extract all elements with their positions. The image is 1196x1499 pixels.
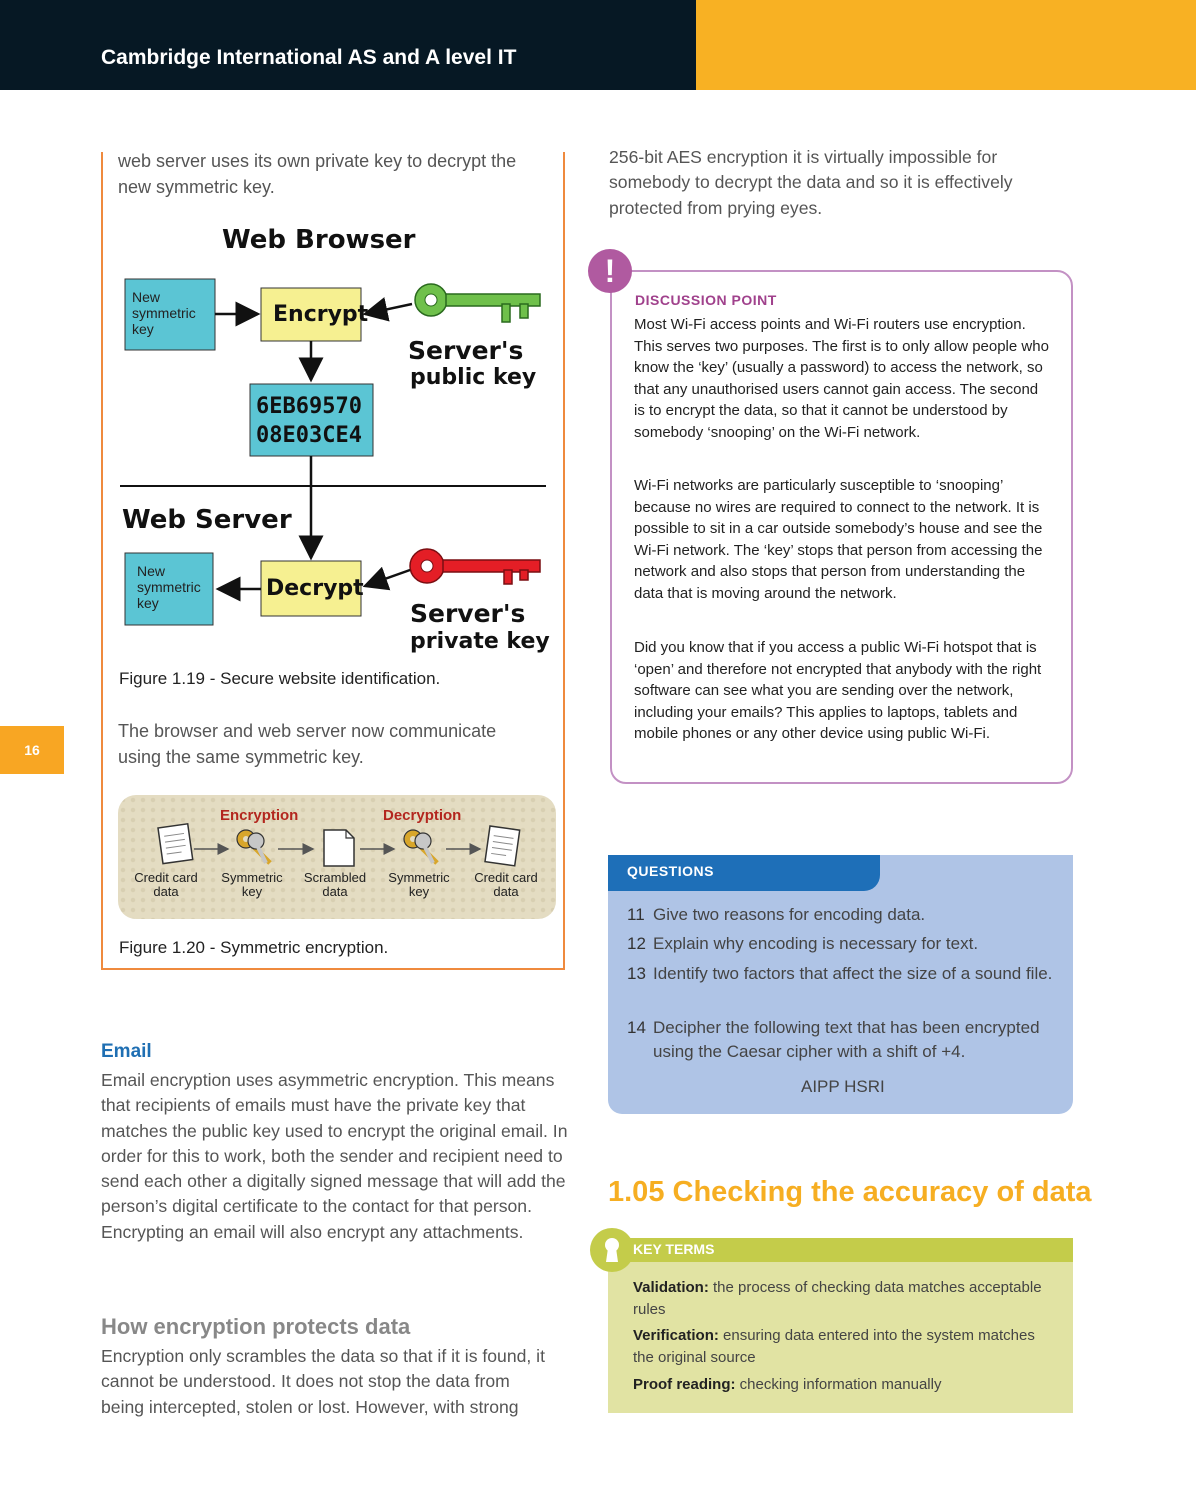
key-icon [404, 830, 437, 863]
question-text: Explain why encoding is necessary for text. [653, 934, 979, 953]
flow-label-scrambled: Scrambled data [303, 870, 367, 899]
key-term-definition: the process of checking data matches acceptable rules [633, 1279, 1042, 1318]
encryption-flow-icons [118, 795, 556, 919]
keyhole-icon [590, 1228, 634, 1272]
question-item [627, 932, 1057, 956]
discussion-paragraph-1: Most Wi-Fi access points and Wi-Fi routers use encryption. This serves two purposes. The first is to only allow people who know the ‘key’ (usually a password) to access the network, so that any unauthorised users cannot gain access. The second is to encrypt the data, so that it cannot be understood by somebody ‘snooping’ on the Wi-Fi network. [634, 316, 1049, 441]
key-term-item [633, 1374, 1058, 1396]
flow-label-credit-card: Credit card data [134, 870, 198, 899]
document-icon [158, 824, 193, 864]
public-key-label-1: Server's [408, 336, 524, 365]
question-text: Decipher the following text that has been encrypted using the Caesar cipher with a shift of +4. [653, 1018, 1040, 1061]
key-term-word: Proof reading: [633, 1376, 736, 1393]
scrambled-document-icon [324, 830, 354, 866]
cipher-text: AIPP HSRI [801, 1077, 885, 1096]
question-number: 13 [627, 964, 646, 983]
question-number: 14 [627, 1018, 646, 1037]
question-item [627, 1016, 1057, 1064]
private-key-icon [410, 549, 540, 584]
svg-text:Newsymmetrickey: New symmetric key [137, 563, 201, 611]
key-term-word: Validation: [633, 1279, 709, 1296]
key-term-word: Verification: [633, 1327, 719, 1344]
figure-119-caption: Figure 1.19 - Secure website identification. [119, 669, 441, 688]
questions-title: QUESTIONS [627, 863, 714, 879]
right-intro-text: 256-bit AES encryption it is virtually impossible for somebody to decrypt the data and so it is effectively protected from prying eyes. [609, 147, 1013, 218]
private-key-label-2: private key [410, 629, 550, 654]
document-icon [485, 826, 520, 866]
decryption-heading: Decryption [383, 807, 462, 824]
key-term-item [633, 1325, 1058, 1368]
decrypt-label: Decrypt [266, 576, 364, 601]
question-number: 11 [627, 905, 645, 924]
header-bar [0, 0, 696, 90]
key-term-definition: ensuring data entered into the system matches the original source [633, 1327, 1035, 1366]
header-accent [696, 0, 1196, 90]
page-number: 16 [0, 726, 64, 774]
public-key-label-2: public key [410, 365, 537, 390]
book-title: Cambridge International AS and A level IT [101, 46, 517, 69]
question-item [627, 962, 1057, 986]
key-term-item [633, 1277, 1058, 1320]
cipher-line-2: 08E03CE4 [256, 423, 362, 448]
key-term-definition: checking information manually [735, 1376, 942, 1393]
encrypt-label: Encrypt [273, 302, 369, 327]
encryption-heading: Encryption [220, 807, 299, 824]
key-icon [237, 830, 270, 863]
secure-website-diagram [118, 218, 558, 658]
flow-label-credit-card: Credit card data [474, 870, 538, 899]
flow-label-symmetric-key: Symmetric key [388, 870, 450, 899]
web-server-title: Web Server [122, 505, 292, 535]
private-key-label-1: Server's [410, 599, 526, 628]
email-paragraph: Email encryption uses asymmetric encryption. This means that recipients of emails must have the private key that matches the public key used to encrypt the original email. In order for this to work, both the sender and recipient need to send each other a digitally signed message that will add the person’s digital certificate to the contact for that person. Encrypting an email will also encrypt any attachments. [101, 1070, 568, 1242]
svg-text:Newsymmetrickey: New symmetric key [132, 289, 196, 337]
discussion-paragraph-2: Wi-Fi networks are particularly susceptible to ‘snooping’ because no wires are required to connect to the network. It is possible to sit in a car outside somebody’s house and see the Wi-Fi network. The ‘key’ stops that person from accessing the network and also stops that person from understanding the data that is moving around the network. [634, 477, 1043, 602]
exclamation-icon: ! [588, 249, 632, 293]
flow-label-symmetric-key: Symmetric key [221, 870, 283, 899]
figure-120-caption: Figure 1.20 - Symmetric encryption. [119, 938, 389, 957]
question-text: Give two reasons for encoding data. [653, 905, 926, 924]
after-figure-text: The browser and web server now communicate using the same symmetric key. [118, 721, 497, 767]
how-encryption-paragraph: Encryption only scrambles the data so that if it is found, it cannot be understood. It does not stop the data from being intercepted, stolen or lost. However, with strong [101, 1346, 545, 1417]
discussion-title: DISCUSSION POINT [635, 292, 777, 308]
how-encryption-heading: How encryption protects data [101, 1314, 411, 1339]
public-key-icon [415, 284, 540, 322]
web-browser-title: Web Browser [222, 225, 416, 255]
email-heading: Email [101, 1041, 152, 1062]
cipher-line-1: 6EB69570 [256, 394, 362, 419]
question-text: Identify two factors that affect the size of a sound file. [653, 964, 1053, 983]
discussion-paragraph-3: Did you know that if you access a public Wi-Fi hotspot that is ‘open’ and therefore not encrypted that anybody with the right software can see what you are sending over the network, including your emails? This applies to laptops, tablets and mobile phones or any other device using public Wi-Fi. [634, 639, 1042, 743]
question-number: 12 [627, 934, 646, 953]
question-item [627, 903, 1057, 927]
section-heading: 1.05 Checking the accuracy of data [608, 1176, 1092, 1208]
key-terms-title: KEY TERMS [633, 1241, 715, 1257]
box-intro-text: web server uses its own private key to decrypt the new symmetric key. [118, 151, 517, 197]
